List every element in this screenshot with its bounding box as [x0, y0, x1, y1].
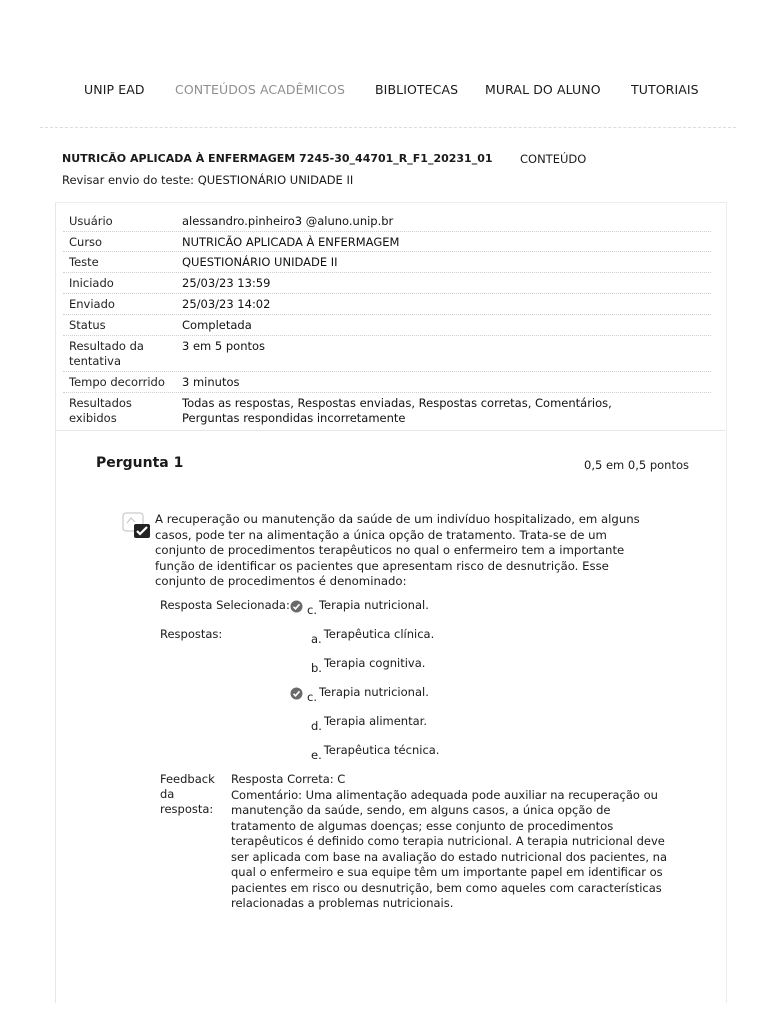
info-value: QUESTIONÁRIO UNIDADE II: [182, 255, 338, 269]
info-key: Curso: [69, 235, 103, 249]
info-divider: [55, 430, 725, 431]
option-text: Terapia alimentar.: [323, 714, 427, 728]
feedback-correct-answer: Resposta Correta: C: [231, 772, 346, 786]
course-title[interactable]: NUTRICÃO APLICADA À ENFERMAGEM 7245-30_44701_R_F1_20231_01: [62, 152, 493, 165]
option-letter: d.: [311, 719, 322, 733]
info-key: Usuário: [69, 214, 113, 228]
feedback-label: Feedback da resposta:: [160, 772, 215, 816]
nav-divider: [40, 127, 736, 128]
option-letter: a.: [311, 632, 322, 646]
question-title: Pergunta 1: [96, 455, 184, 471]
page-title: Revisar envio do teste: QUESTIONÁRIO UNIDADE II: [62, 173, 354, 187]
top-navigation: [0, 82, 768, 102]
nav-unip-ead[interactable]: UNIP EAD: [84, 82, 145, 97]
info-row-status: [63, 315, 711, 336]
option-text: Terapêutica técnica.: [323, 743, 440, 757]
option-letter: c.: [307, 690, 317, 704]
answer-option-d: [290, 714, 427, 733]
content-link[interactable]: CONTEÚDO: [520, 152, 587, 166]
answer-option-c: [290, 685, 429, 704]
option-letter: c.: [307, 603, 317, 617]
info-row-resultado: [63, 336, 711, 372]
info-key: Teste: [69, 255, 99, 269]
info-row-resultados-exibidos: [63, 393, 711, 429]
option-text: Terapia nutricional.: [318, 598, 429, 612]
nav-bibliotecas[interactable]: BIBLIOTECAS: [375, 82, 459, 97]
info-value: NUTRICÃO APLICADA À ENFERMAGEM: [182, 235, 400, 249]
answer-option-a: [290, 627, 435, 646]
option-text: Terapia nutricional.: [318, 685, 429, 699]
answer-option-e: [290, 743, 440, 762]
correct-answer-icon: [121, 512, 151, 540]
info-row-iniciado: [63, 273, 711, 294]
question-score: 0,5 em 0,5 pontos: [584, 458, 689, 472]
answer-option-b: [290, 656, 426, 675]
info-key: Iniciado: [69, 276, 114, 290]
question-text: A recuperação ou manutenção da saúde de um indivíduo hospitalizado, em alguns casos, pode ter na alimentação a única opção de tratamento. Trata-se de um conjunto de procedimentos terapêuticos no qual o enfermeiro tem a importante função de identificar os pacientes que apresentam risco de desnutrição. Esse conjunto de procedimentos é denominado:: [155, 512, 640, 588]
info-value: 3 minutos: [182, 375, 240, 389]
info-key: Tempo decorrido: [69, 375, 165, 389]
option-letter: e.: [311, 748, 322, 762]
info-row-teste: [63, 252, 711, 273]
option-text: Terapêutica clínica.: [323, 627, 435, 641]
option-letter: b.: [311, 661, 322, 675]
info-value: alessandro.pinheiro3 @aluno.unip.br: [182, 214, 394, 228]
nav-tutoriais[interactable]: TUTORIAIS: [631, 82, 699, 97]
info-value: 25/03/23 14:02: [182, 297, 271, 311]
info-key: Enviado: [69, 297, 115, 311]
info-key: Resultado da tentativa: [69, 339, 144, 368]
selected-answer-label: Resposta Selecionada:: [160, 598, 290, 612]
feedback-text: [231, 772, 671, 912]
selected-answer: [290, 598, 429, 617]
answers-label: Respostas:: [160, 627, 223, 641]
info-row-tempo: [63, 372, 711, 393]
check-icon: [290, 600, 303, 613]
info-key: Status: [69, 318, 106, 332]
info-key: Resultados exibidos: [69, 396, 132, 425]
nav-mural-do-aluno[interactable]: MURAL DO ALUNO: [485, 82, 601, 97]
attempt-info-table: [63, 211, 711, 429]
info-value: Completada: [182, 318, 252, 332]
info-row-usuario: [63, 211, 711, 232]
info-value: 3 em 5 pontos: [182, 339, 266, 353]
nav-conteudos-academicos[interactable]: CONTEÚDOS ACADÊMICOS: [175, 82, 346, 97]
feedback-comment: Comentário: Uma alimentação adequada pode auxiliar na recuperação ou manutenção da saúde, sendo, em alguns casos, a única opção de tratamento de algumas doenças; esse conjunto de procedimentos terapêuticos é definido como terapia nutricional. A terapia nutricional deve ser aplicada com base na avaliação do estado nutricional dos pacientes, na qual o enfermeiro e sua equipe têm um importante papel em identificar os pacientes em risco ou desnutrição, bem como aqueles com características relacionadas a problemas nutricionais.: [231, 787, 668, 910]
check-icon: [290, 687, 303, 700]
info-value: Todas as respostas, Respostas enviadas, Respostas corretas, Comentários, Perguntas respondidas incorretamente: [182, 396, 612, 425]
option-text: Terapia cognitiva.: [323, 656, 426, 670]
info-row-enviado: [63, 294, 711, 315]
info-row-curso: [63, 232, 711, 252]
info-value: 25/03/23 13:59: [182, 276, 271, 290]
